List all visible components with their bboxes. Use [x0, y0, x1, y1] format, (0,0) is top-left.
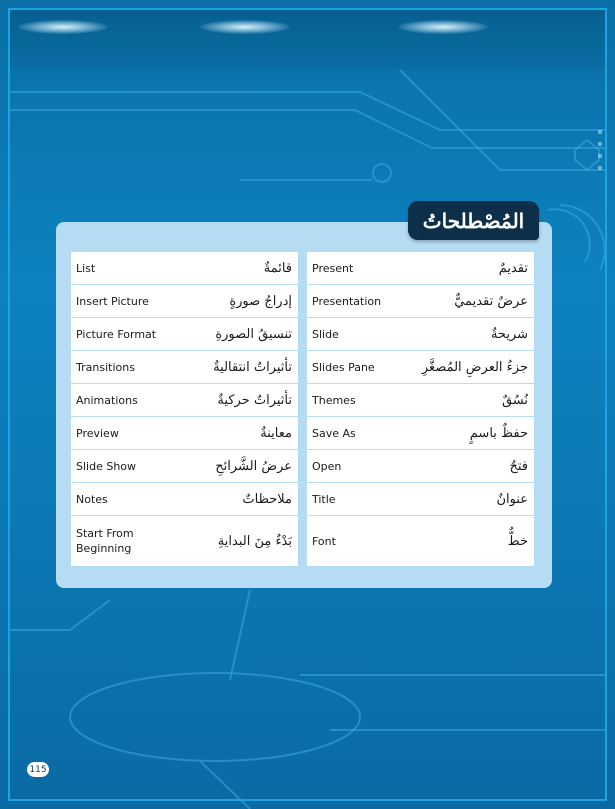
glossary-row	[71, 417, 298, 450]
term-english: Themes	[312, 393, 356, 407]
term-english: Font	[312, 534, 336, 548]
term-arabic: عرضُ الشَّرائحِ	[215, 458, 292, 474]
page-number: 115	[27, 762, 49, 777]
term-english: Title	[312, 492, 336, 506]
term-arabic: نُسُقٌ	[501, 392, 528, 408]
glossary-row	[71, 384, 298, 417]
term-arabic: تنسيقُ الصورةِ	[215, 326, 292, 342]
glossary-row	[307, 516, 534, 566]
term-arabic: تقديمٌ	[498, 260, 528, 276]
term-english: Animations	[76, 393, 138, 407]
glossary-column-right	[307, 252, 534, 566]
glossary-row	[307, 285, 534, 318]
term-english: Picture Format	[76, 327, 157, 341]
glossary-row	[307, 483, 534, 516]
glossary-row	[71, 516, 298, 566]
term-arabic: عرضٌ تقديميٌّ	[454, 293, 528, 309]
glossary-row	[307, 318, 534, 351]
term-arabic: قائمةٌ	[263, 260, 292, 276]
glossary-row	[71, 483, 298, 516]
term-arabic: إدراجُ صورةٍ	[229, 293, 292, 309]
glossary-row	[307, 417, 534, 450]
term-arabic: فتحٌ	[509, 458, 528, 474]
term-arabic: عنوانٌ	[496, 491, 528, 507]
term-english: Insert Picture	[76, 294, 149, 308]
term-english: Notes	[76, 492, 108, 506]
term-arabic: تأثيراتٌ حركيةٌ	[217, 392, 292, 408]
term-english: Preview	[76, 426, 119, 440]
glossary-row	[307, 252, 534, 285]
term-english: Open	[312, 459, 342, 473]
term-arabic: خطٌّ	[507, 533, 528, 549]
term-english: Start From Beginning	[76, 527, 134, 555]
term-english: Presentation	[312, 294, 382, 308]
term-english: Slide Show	[76, 459, 137, 473]
term-english: Slides Pane	[312, 360, 375, 374]
term-english: Save As	[312, 426, 356, 440]
glossary-row	[71, 318, 298, 351]
term-arabic: ملاحظاتٌ	[242, 491, 292, 507]
glossary-row	[307, 384, 534, 417]
glossary-column-left	[71, 252, 298, 566]
glossary-row	[71, 450, 298, 483]
term-english: Transitions	[76, 360, 135, 374]
glossary-row	[71, 285, 298, 318]
term-english: Present	[312, 261, 354, 275]
term-english: List	[76, 261, 96, 275]
term-arabic: حفظٌ باسمٍ	[469, 425, 528, 441]
glossary-row	[307, 351, 534, 384]
glossary-row	[71, 351, 298, 384]
term-arabic: جزءُ العرضِ المُصغَّرِ	[421, 359, 528, 375]
glossary-title: المُصْطلحاتُ	[408, 201, 539, 240]
glossary-row	[71, 252, 298, 285]
term-arabic: معاينةٌ	[260, 425, 292, 441]
term-arabic: بَدْءٌ مِنَ البدايةِ	[217, 533, 292, 549]
term-english: Slide	[312, 327, 339, 341]
term-arabic: تأثيراتٌ انتقاليةٌ	[213, 359, 292, 375]
term-arabic: شريحةٌ	[490, 326, 528, 342]
glossary-row	[307, 450, 534, 483]
